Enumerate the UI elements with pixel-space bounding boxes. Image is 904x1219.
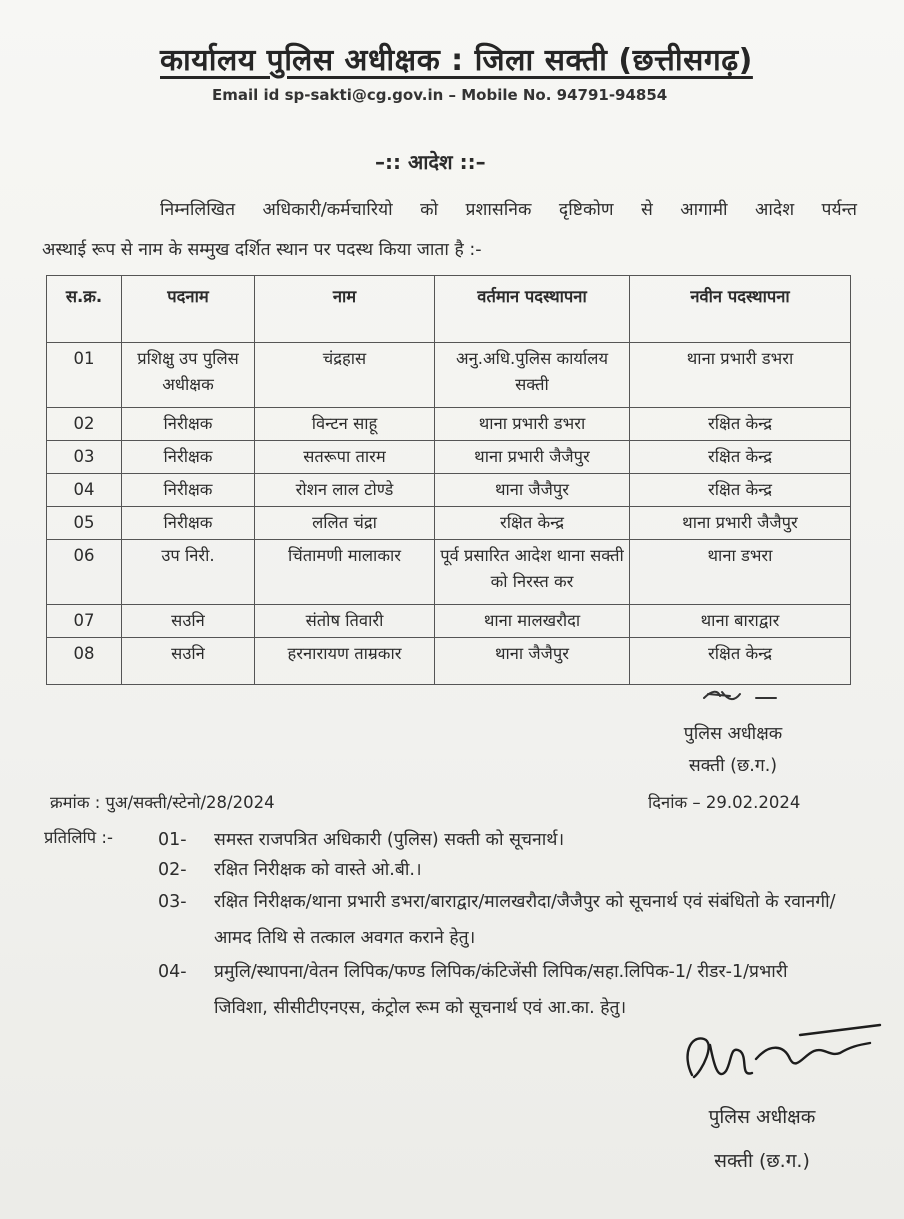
cell-new-posting: थाना प्रभारी जैजैपुर: [630, 507, 851, 540]
cell-current-posting: थाना प्रभारी जैजैपुर: [435, 441, 630, 474]
cell-designation: सउनि: [122, 638, 255, 685]
cell-new-posting: थाना प्रभारी डभरा: [630, 343, 851, 408]
cell-name: संतोष तिवारी: [255, 605, 435, 638]
cell-name: रोशन लाल टोण्डे: [255, 474, 435, 507]
cell-serial: 03: [47, 441, 122, 474]
header-serial: स.क्र.: [47, 276, 122, 343]
header-name: नाम: [255, 276, 435, 343]
cell-designation: निरीक्षक: [122, 441, 255, 474]
cell-current-posting: थाना मालखरौदा: [435, 605, 630, 638]
cell-new-posting: थाना डभरा: [630, 540, 851, 605]
reference-line: [50, 790, 840, 813]
cell-new-posting: रक्षित केन्द्र: [630, 638, 851, 685]
cell-serial: 02: [47, 408, 122, 441]
cell-name: चिंतामणी मालाकार: [255, 540, 435, 605]
copy-item-number: 04-: [158, 962, 187, 982]
copy-item-text: रक्षित निरीक्षक/थाना प्रभारी डभरा/बाराद्वार/मालखरौदा/जैजैपुर को सूचनार्थ एवं संबंधितो के रवानगी/ आमद तिथि से तत्काल अवगत कराने हेतु।: [214, 892, 836, 948]
copy-item-number: 01-: [158, 830, 187, 850]
table-row: [47, 474, 851, 507]
cell-current-posting: पूर्व प्रसारित आदेश थाना सक्ती को निरस्त कर: [435, 540, 630, 605]
reference-date: दिनांक – 29.02.2024: [648, 793, 801, 812]
cell-designation: निरीक्षक: [122, 474, 255, 507]
reference-number: क्रमांक : पुअ/सक्ती/स्टेनो/28/2024: [50, 793, 275, 812]
table-row: [47, 408, 851, 441]
signatory-designation: पुलिस अधीक्षक: [708, 1106, 816, 1128]
table-row: [47, 343, 851, 408]
cell-designation: निरीक्षक: [122, 408, 255, 441]
cell-name: विन्टन साहू: [255, 408, 435, 441]
signatory-location: सक्ती (छ.ग.): [714, 1150, 810, 1172]
table-header-row: [47, 276, 851, 343]
cell-current-posting: थाना जैजैपुर: [435, 638, 630, 685]
cell-new-posting: रक्षित केन्द्र: [630, 474, 851, 507]
header-designation: पदनाम: [122, 276, 255, 343]
cell-designation: प्रशिक्षु उप पुलिस अधीक्षक: [122, 343, 255, 408]
signatory-block-2: [682, 1095, 842, 1183]
signatory-location: सक्ती (छ.ग.): [688, 756, 778, 776]
cell-serial: 08: [47, 638, 122, 685]
cell-serial: 01: [47, 343, 122, 408]
cell-current-posting: अनु.अधि.पुलिस कार्यालय सक्ती: [435, 343, 630, 408]
cell-designation: सउनि: [122, 605, 255, 638]
table-row: [47, 540, 851, 605]
cell-name: ललित चंद्रा: [255, 507, 435, 540]
cell-current-posting: रक्षित केन्द्र: [435, 507, 630, 540]
table-row: [47, 638, 851, 685]
copy-item-number: 03-: [158, 892, 187, 912]
cell-new-posting: थाना बाराद्वार: [630, 605, 851, 638]
order-heading: –:: आदेश ::–: [375, 150, 486, 174]
initial-mark: [700, 684, 780, 712]
intro-line-2: अस्थाई रूप से नाम के सम्मुख दर्शित स्थान पर पदस्थ किया जाता है :-: [42, 240, 482, 260]
copy-item-number: 02-: [158, 860, 187, 880]
cell-designation: उप निरी.: [122, 540, 255, 605]
contact-line: Email id sp-sakti@cg.gov.in – Mobile No. 94791-94854: [212, 86, 668, 104]
signatory-designation: पुलिस अधीक्षक: [683, 724, 783, 744]
posting-table: [46, 275, 851, 685]
cell-current-posting: थाना प्रभारी डभरा: [435, 408, 630, 441]
cell-name: हरनारायण ताम्रकार: [255, 638, 435, 685]
copy-item-text: समस्त राजपत्रित अधिकारी (पुलिस) सक्ती को सूचनार्थ।: [214, 830, 565, 850]
cell-new-posting: रक्षित केन्द्र: [630, 441, 851, 474]
table-row: [47, 507, 851, 540]
cell-name: सतरूपा तारम: [255, 441, 435, 474]
cell-designation: निरीक्षक: [122, 507, 255, 540]
header-new-posting: नवीन पदस्थापना: [630, 276, 851, 343]
office-title: कार्यालय पुलिस अधीक्षक : जिला सक्ती (छत्तीसगढ़): [160, 43, 753, 78]
header-current-posting: वर्तमान पदस्थापना: [435, 276, 630, 343]
cell-serial: 05: [47, 507, 122, 540]
handwritten-signature: [680, 1015, 890, 1095]
copy-item-text: प्रमुलि/स्थापना/वेतन लिपिक/फण्ड लिपिक/कंटिजेंसी लिपिक/सहा.लिपिक-1/ रीडर-1/प्रभारी जिविशा, सीसीटीएनएस, कंट्रोल रूम को सूचनार्थ एवं आ.का. हेतु।: [214, 962, 788, 1018]
intro-line-1: निम्नलिखित अधिकारी/कर्मचारियो को प्रशासनिक दृष्टिकोण से आगामी आदेश पर्यन्त: [160, 200, 857, 220]
signatory-block-1: [668, 718, 798, 782]
cell-new-posting: रक्षित केन्द्र: [630, 408, 851, 441]
cell-serial: 06: [47, 540, 122, 605]
cell-current-posting: थाना जैजैपुर: [435, 474, 630, 507]
cell-name: चंद्रहास: [255, 343, 435, 408]
copy-item-text: रक्षित निरीक्षक को वास्ते ओ.बी.।: [214, 860, 422, 880]
cell-serial: 04: [47, 474, 122, 507]
table-row: [47, 605, 851, 638]
copy-to-label: प्रतिलिपि :-: [44, 828, 113, 847]
cell-serial: 07: [47, 605, 122, 638]
intro-paragraph: [42, 190, 857, 270]
table-row: [47, 441, 851, 474]
